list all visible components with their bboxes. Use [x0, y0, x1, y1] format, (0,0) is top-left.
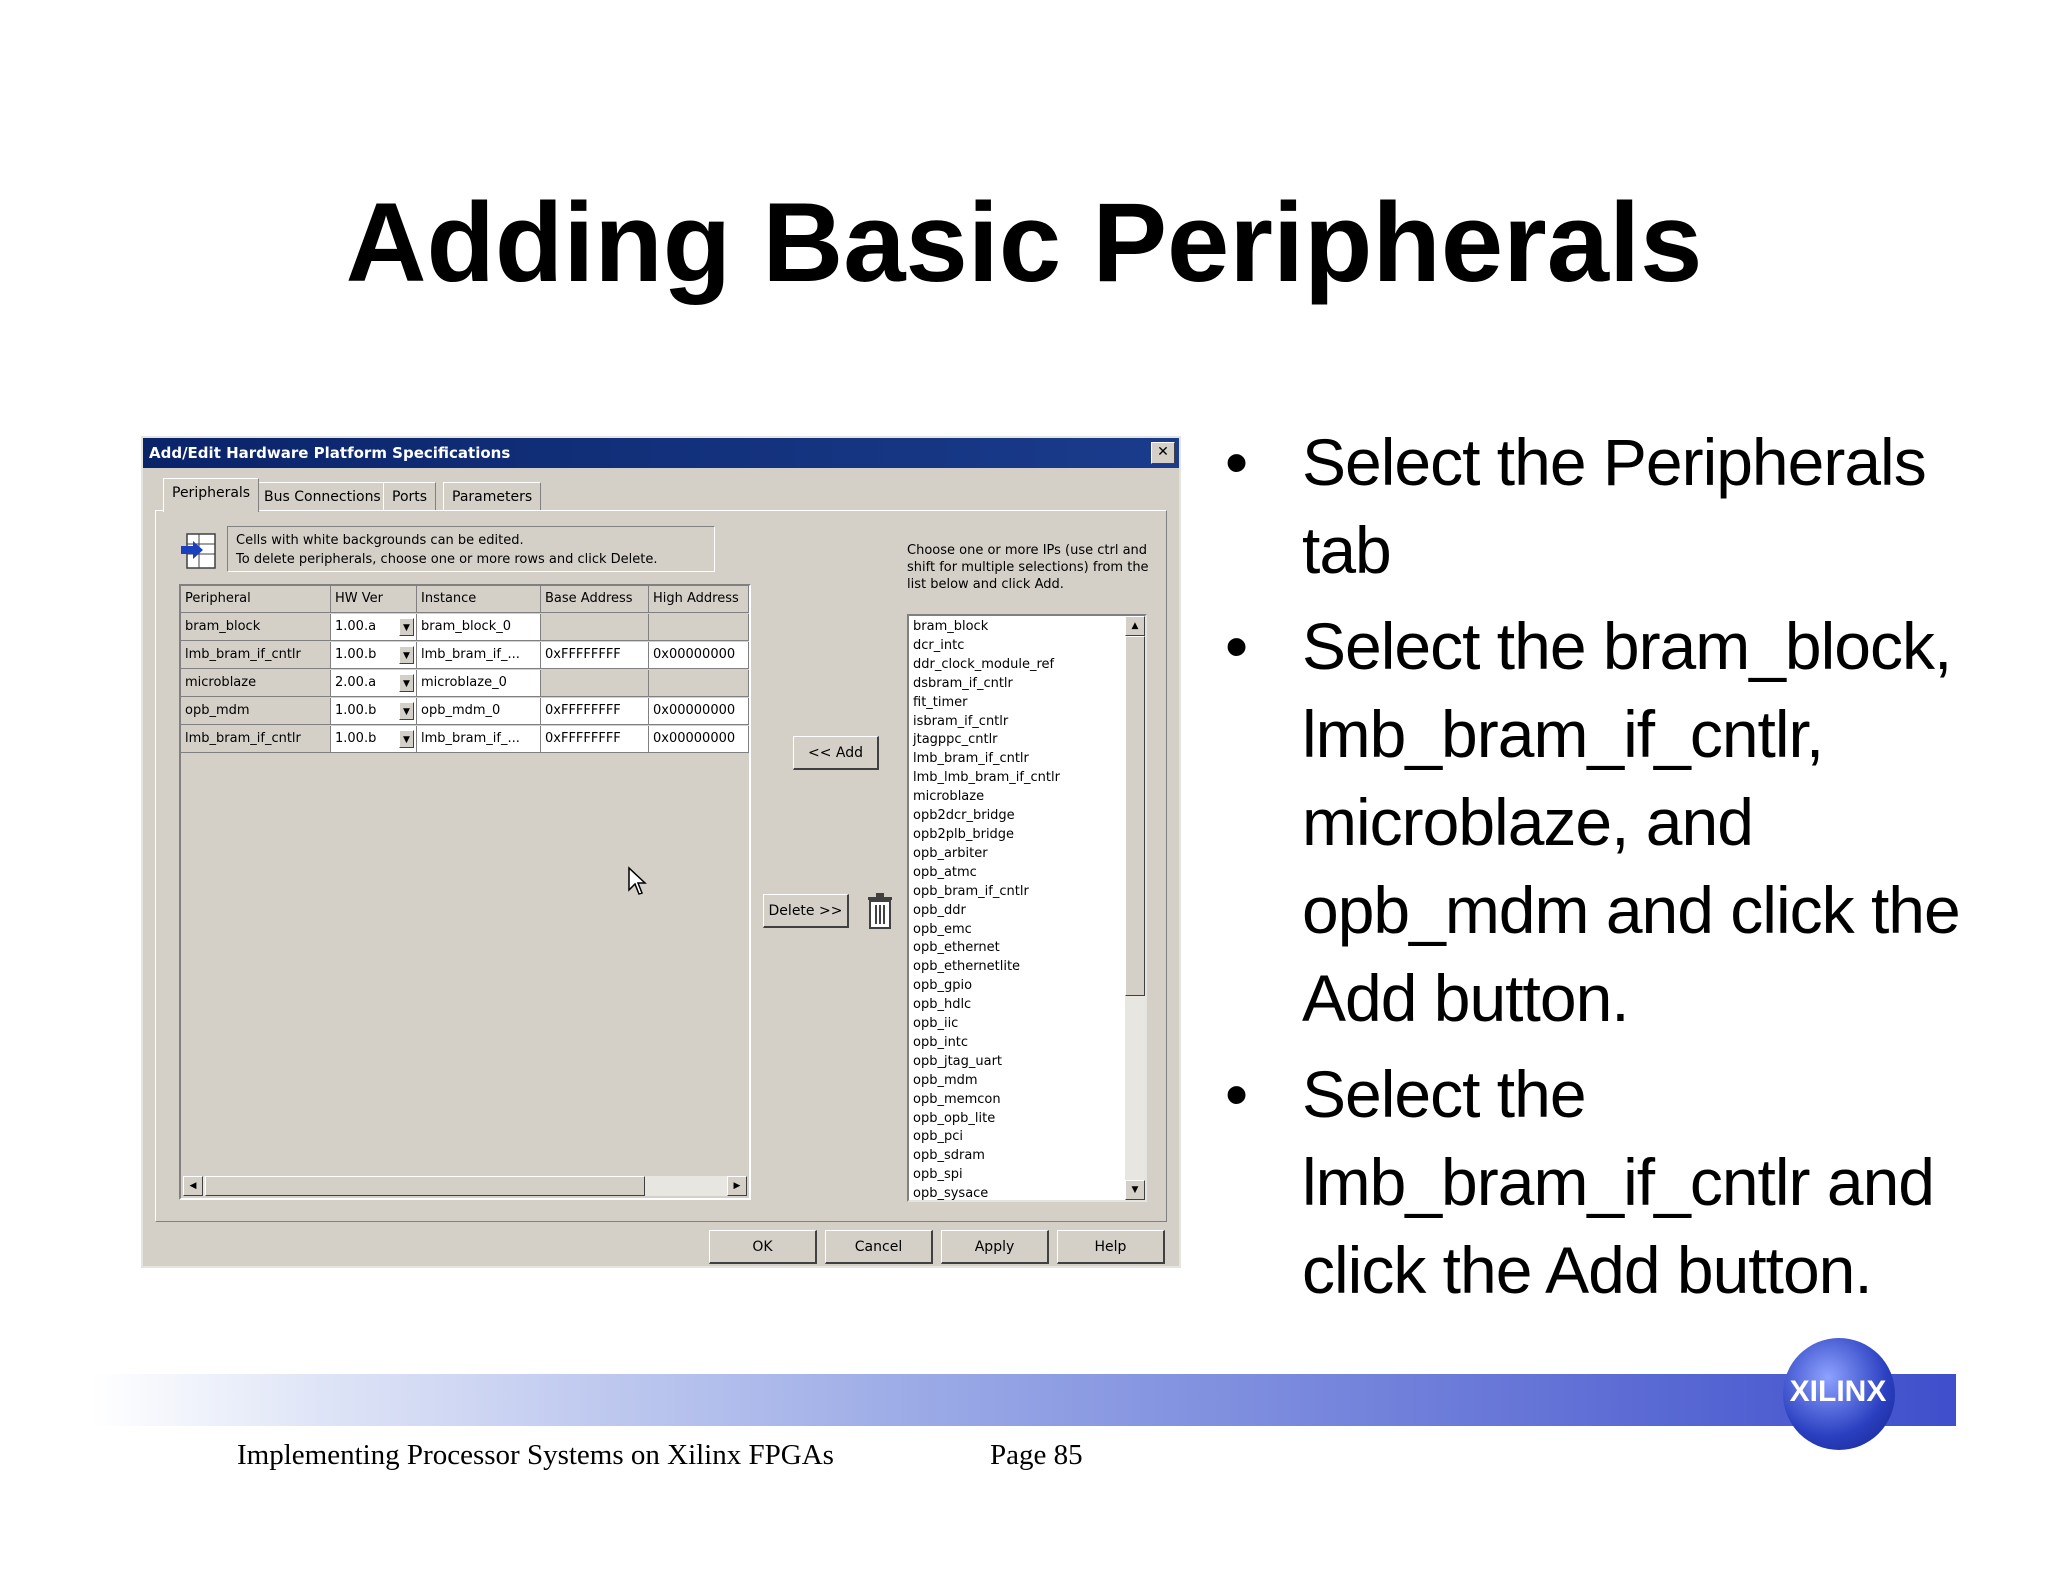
- chevron-down-icon[interactable]: ▼: [399, 702, 414, 720]
- column-header[interactable]: Base Address: [541, 586, 649, 613]
- bullet-glyph: •: [1225, 425, 1248, 499]
- column-header[interactable]: High Address: [649, 586, 749, 613]
- ip-list-item[interactable]: dcr_intc: [913, 637, 965, 653]
- info-box: [227, 526, 715, 572]
- footer-band: [92, 1374, 1956, 1426]
- chevron-down-icon[interactable]: ▼: [399, 674, 414, 692]
- delete-button[interactable]: Delete >>: [763, 894, 849, 928]
- peripheral-cell: opb_mdm: [181, 698, 331, 725]
- instance-cell[interactable]: lmb_bram_if_...: [417, 642, 541, 669]
- high-address-cell[interactable]: 0x00000000: [649, 698, 749, 725]
- slide-title: Adding Basic Peripherals: [345, 180, 1703, 305]
- ip-list-item[interactable]: lmb_bram_if_cntlr: [913, 751, 1029, 767]
- tab-peripherals[interactable]: Peripherals: [163, 478, 259, 512]
- scroll-right-icon[interactable]: ▶: [727, 1176, 747, 1196]
- table-row[interactable]: [181, 642, 749, 669]
- ip-list-item[interactable]: opb_jtag_uart: [913, 1053, 1003, 1069]
- ip-list-item[interactable]: opb2plb_bridge: [913, 826, 1015, 842]
- table-row[interactable]: [181, 698, 749, 725]
- peripherals-grid: [179, 584, 751, 1200]
- instance-cell[interactable]: bram_block_0: [417, 614, 541, 641]
- ip-list-item[interactable]: opb_spi: [913, 1167, 963, 1183]
- info-line: To delete peripherals, choose one or more rows and click Delete.: [236, 552, 658, 567]
- hw-version-cell[interactable]: [331, 614, 417, 641]
- peripheral-cell: lmb_bram_if_cntlr: [181, 642, 331, 669]
- ip-list-item[interactable]: opb_hdlc: [913, 997, 972, 1013]
- hw-version-value: 1.00.b: [335, 731, 377, 746]
- ip-list-item[interactable]: opb2dcr_bridge: [913, 808, 1015, 824]
- peripheral-cell: lmb_bram_if_cntlr: [181, 726, 331, 753]
- base-address-cell: [541, 670, 649, 697]
- high-address-cell[interactable]: 0x00000000: [649, 642, 749, 669]
- table-row[interactable]: [181, 726, 749, 753]
- bullet-glyph: •: [1225, 609, 1248, 683]
- ip-list-item[interactable]: fit_timer: [913, 694, 968, 710]
- high-address-cell: [649, 614, 749, 641]
- scroll-down-icon[interactable]: ▼: [1125, 1180, 1145, 1200]
- ip-list[interactable]: [907, 614, 1147, 1202]
- ip-list-item[interactable]: opb_opb_lite: [913, 1110, 996, 1126]
- hw-version-value: 1.00.b: [335, 647, 377, 662]
- bullet-item: [1225, 418, 2025, 594]
- bullet-text: Select the lmb_bram_if_cntlr and click the Add button.: [1302, 1057, 1934, 1307]
- hw-version-value: 2.00.a: [335, 675, 377, 690]
- close-button[interactable]: ✕: [1151, 442, 1175, 464]
- base-address-cell[interactable]: 0xFFFFFFFF: [541, 642, 649, 669]
- scroll-up-icon[interactable]: ▲: [1125, 616, 1145, 636]
- ip-list-item[interactable]: opb_atmc: [913, 864, 977, 880]
- hw-version-value: 1.00.a: [335, 619, 377, 634]
- base-address-cell[interactable]: 0xFFFFFFFF: [541, 726, 649, 753]
- instance-cell[interactable]: opb_mdm_0: [417, 698, 541, 725]
- ip-list-item[interactable]: opb_emc: [913, 921, 972, 937]
- ip-list-item[interactable]: opb_gpio: [913, 978, 973, 994]
- column-header[interactable]: HW Ver: [331, 586, 417, 613]
- chevron-down-icon[interactable]: ▼: [399, 730, 414, 748]
- dialog-titlebar[interactable]: [143, 438, 1179, 468]
- bullet-text: Select the bram_block, lmb_bram_if_cntlr, microblaze, and opb_mdm and click the Add button.: [1302, 609, 1960, 1035]
- footer-page-number: Page 85: [990, 1439, 1083, 1471]
- hw-version-cell[interactable]: [331, 642, 417, 669]
- chevron-down-icon[interactable]: ▼: [399, 646, 414, 664]
- ip-list-item[interactable]: opb_ethernet: [913, 940, 1000, 956]
- ip-list-items: [913, 618, 1060, 1202]
- ip-list-item[interactable]: jtagppc_cntlr: [913, 732, 998, 748]
- tab-bus-connections[interactable]: Bus Connections: [255, 482, 390, 510]
- add-button[interactable]: << Add: [793, 736, 879, 770]
- hw-version-value: 1.00.b: [335, 703, 377, 718]
- base-address-cell[interactable]: 0xFFFFFFFF: [541, 698, 649, 725]
- peripheral-cell: microblaze: [181, 670, 331, 697]
- ip-list-item[interactable]: opb_iic: [913, 1016, 959, 1032]
- ip-list-item[interactable]: opb_ethernetlite: [913, 959, 1021, 975]
- bullet-item: [1225, 602, 2025, 1042]
- hw-version-cell[interactable]: [331, 670, 417, 697]
- ok-button[interactable]: OK: [709, 1230, 817, 1264]
- ip-list-item[interactable]: lmb_lmb_bram_if_cntlr: [913, 770, 1060, 786]
- footer-course-title: Implementing Processor Systems on Xilinx FPGAs: [237, 1439, 834, 1471]
- hw-version-cell[interactable]: [331, 726, 417, 753]
- grid-header-row: [181, 586, 749, 613]
- instance-cell[interactable]: microblaze_0: [417, 670, 541, 697]
- mouse-cursor-icon: [627, 866, 647, 896]
- ip-list-item[interactable]: opb_memcon: [913, 1091, 1001, 1107]
- column-header[interactable]: Peripheral: [181, 586, 331, 613]
- tab-parameters[interactable]: Parameters: [443, 482, 541, 510]
- tab-ports[interactable]: Ports: [383, 482, 436, 510]
- horizontal-scrollbar[interactable]: [183, 1176, 747, 1196]
- scrollbar-thumb[interactable]: [205, 1176, 645, 1196]
- ip-list-item[interactable]: opb_pci: [913, 1129, 963, 1145]
- dialog-title: Add/Edit Hardware Platform Specifications: [149, 444, 511, 462]
- cancel-button[interactable]: Cancel: [825, 1230, 933, 1264]
- hw-version-cell[interactable]: [331, 698, 417, 725]
- ip-list-item[interactable]: microblaze: [913, 789, 985, 805]
- ip-list-item[interactable]: opb_intc: [913, 1034, 969, 1050]
- peripheral-cell: bram_block: [181, 614, 331, 641]
- grid-edit-icon: [179, 532, 217, 570]
- apply-button[interactable]: Apply: [941, 1230, 1049, 1264]
- high-address-cell[interactable]: 0x00000000: [649, 726, 749, 753]
- ip-list-item[interactable]: ddr_clock_module_ref: [913, 656, 1055, 672]
- scroll-left-icon[interactable]: ◀: [183, 1176, 203, 1196]
- choose-ip-instructions: Choose one or more IPs (use ctrl and shift for multiple selections) from the list below and click Add.: [907, 543, 1149, 592]
- ip-list-item[interactable]: opb_sdram: [913, 1148, 985, 1164]
- ip-list-item[interactable]: bram_block: [913, 619, 989, 634]
- bullet-list: [1225, 418, 2025, 1322]
- base-address-cell: [541, 614, 649, 641]
- ip-list-item[interactable]: opb_ddr: [913, 902, 966, 918]
- bullet-glyph: •: [1225, 1057, 1248, 1131]
- help-button[interactable]: Help: [1057, 1230, 1165, 1264]
- ip-list-item[interactable]: dsbram_if_cntlr: [913, 675, 1013, 691]
- info-line: Cells with white backgrounds can be edited.: [236, 533, 524, 548]
- table-row[interactable]: [181, 670, 749, 697]
- column-header[interactable]: Instance: [417, 586, 541, 613]
- trash-icon[interactable]: [865, 892, 895, 930]
- hardware-platform-dialog: [141, 436, 1181, 1268]
- ip-list-item[interactable]: opb_bram_if_cntlr: [913, 883, 1029, 899]
- high-address-cell: [649, 670, 749, 697]
- bullet-item: [1225, 1050, 2025, 1314]
- ip-list-item[interactable]: opb_sysace: [913, 1186, 989, 1202]
- bullet-text: Select the Peripherals tab: [1302, 425, 1926, 587]
- ip-list-item[interactable]: opb_mdm: [913, 1072, 978, 1088]
- scrollbar-thumb[interactable]: [1125, 636, 1145, 996]
- vertical-scrollbar[interactable]: [1125, 616, 1145, 1200]
- table-row[interactable]: [181, 614, 749, 641]
- ip-list-item[interactable]: isbram_if_cntlr: [913, 713, 1009, 729]
- ip-list-item[interactable]: opb_arbiter: [913, 845, 988, 861]
- chevron-down-icon[interactable]: ▼: [399, 618, 414, 636]
- instance-cell[interactable]: lmb_bram_if_...: [417, 726, 541, 753]
- xilinx-logo-text: XILINX: [1789, 1375, 1887, 1408]
